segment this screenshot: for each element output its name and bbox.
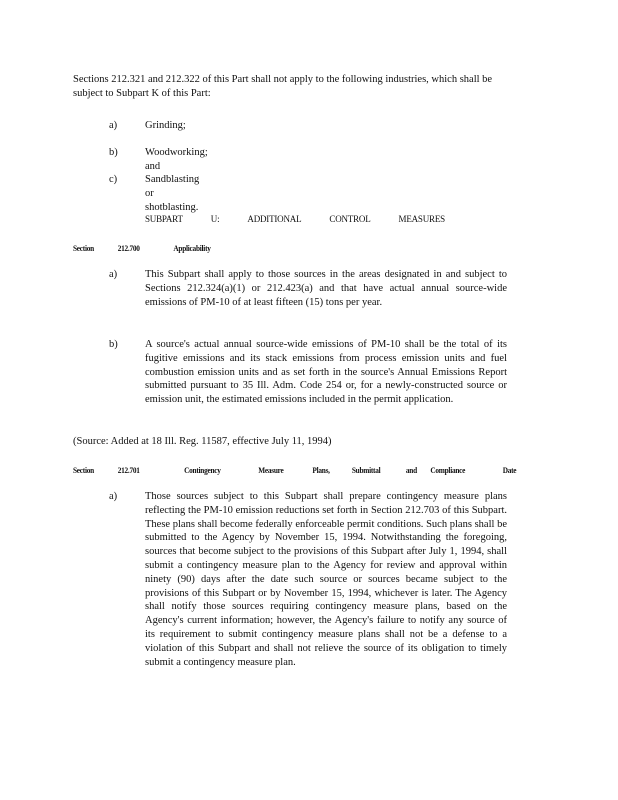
- intro-paragraph: Sections 212.321 and 212.322 of this Part shall not apply to the following industries, which shall be subject to Subpart K of this Part:: [73, 74, 493, 99]
- subpart-word: CONTROL: [329, 214, 371, 224]
- section-label: Section: [73, 243, 94, 253]
- section-title-word: Date: [502, 465, 517, 475]
- section-title-word: and: [405, 465, 417, 475]
- section-number: 212.701: [117, 465, 140, 475]
- paragraph-marker: b): [109, 339, 118, 350]
- paragraph-marker: a): [109, 269, 118, 280]
- paragraph-text: A source's actual annual source-wide emissions of PM-10 shall be the total of its fugitive emissions and its stack emissions from process emission units and fuel combustion emission units and as set forth in the source's Annual Emissions Report submitted pursuant to 35 Ill. Adm. Code 254 or, for a newly-constructed source or emission unit, the estimated emissions included in the permit application.: [145, 339, 507, 406]
- item-marker: c): [109, 174, 118, 185]
- item-marker: a): [109, 120, 118, 131]
- item-marker: b): [109, 147, 118, 158]
- source-note: (Source: Added at 18 Ill. Reg. 11587, effective July 11, 1994): [73, 436, 332, 447]
- subpart-word: U:: [210, 214, 220, 224]
- paragraph-text: This Subpart shall apply to those sources in the areas designated in and subject to Sections 212.324(a)(1) or 212.423(a) and that have actual annual source-wide emissions of PM-10 of at least fifteen (15) tons per year.: [145, 269, 507, 308]
- section-title-word: Measure: [258, 465, 284, 475]
- section-label: Section: [73, 465, 94, 475]
- item-text: Grinding;: [145, 120, 186, 131]
- section-title: Applicability: [173, 243, 211, 253]
- section-number: 212.700: [117, 243, 140, 253]
- item-text: Sandblasting or shotblasting.: [145, 174, 200, 213]
- subpart-word: SUBPART: [145, 214, 183, 224]
- section-title-word: Contingency: [184, 465, 221, 475]
- section-heading-700: [73, 242, 211, 256]
- item-text: Woodworking; and: [145, 147, 208, 172]
- paragraph-text: Those sources subject to this Subpart shall prepare contingency measure plans reflecting the PM-10 emission reductions set forth in Section 212.703 of this Subpart. These plans shall become federally enforceable permit conditions. Such plans shall be submitted to the Agency by November 15, 1994. Notwithstanding the foregoing, sources that become subject to the provisions of this Subpart after July 1, 1994, shall submit a contingency measure plan to the Agency for review and approval within ninety (90) days after the date such source or sources became subject to the provisions of this Subpart or by November 15, 1994, whichever is later. The Agency shall notify those sources requiring contingency measure plans, based on the Agency's current information; however, the Agency's failure to notify any source of its requirement to submit contingency measure plans shall not be a defense to a violation of this Subpart and shall not relieve the source of its obligation to timely submit a contingency measure plan.: [145, 491, 507, 668]
- section-title-word: Submittal: [351, 465, 381, 475]
- section-title-word: Compliance: [430, 465, 466, 475]
- subpart-word: ADDITIONAL: [247, 214, 302, 224]
- section-heading-701: [73, 464, 516, 478]
- paragraph-marker: a): [109, 491, 118, 502]
- subpart-heading: [145, 213, 445, 227]
- subpart-word: MEASURES: [398, 214, 445, 224]
- section-title-word: Plans,: [312, 465, 330, 475]
